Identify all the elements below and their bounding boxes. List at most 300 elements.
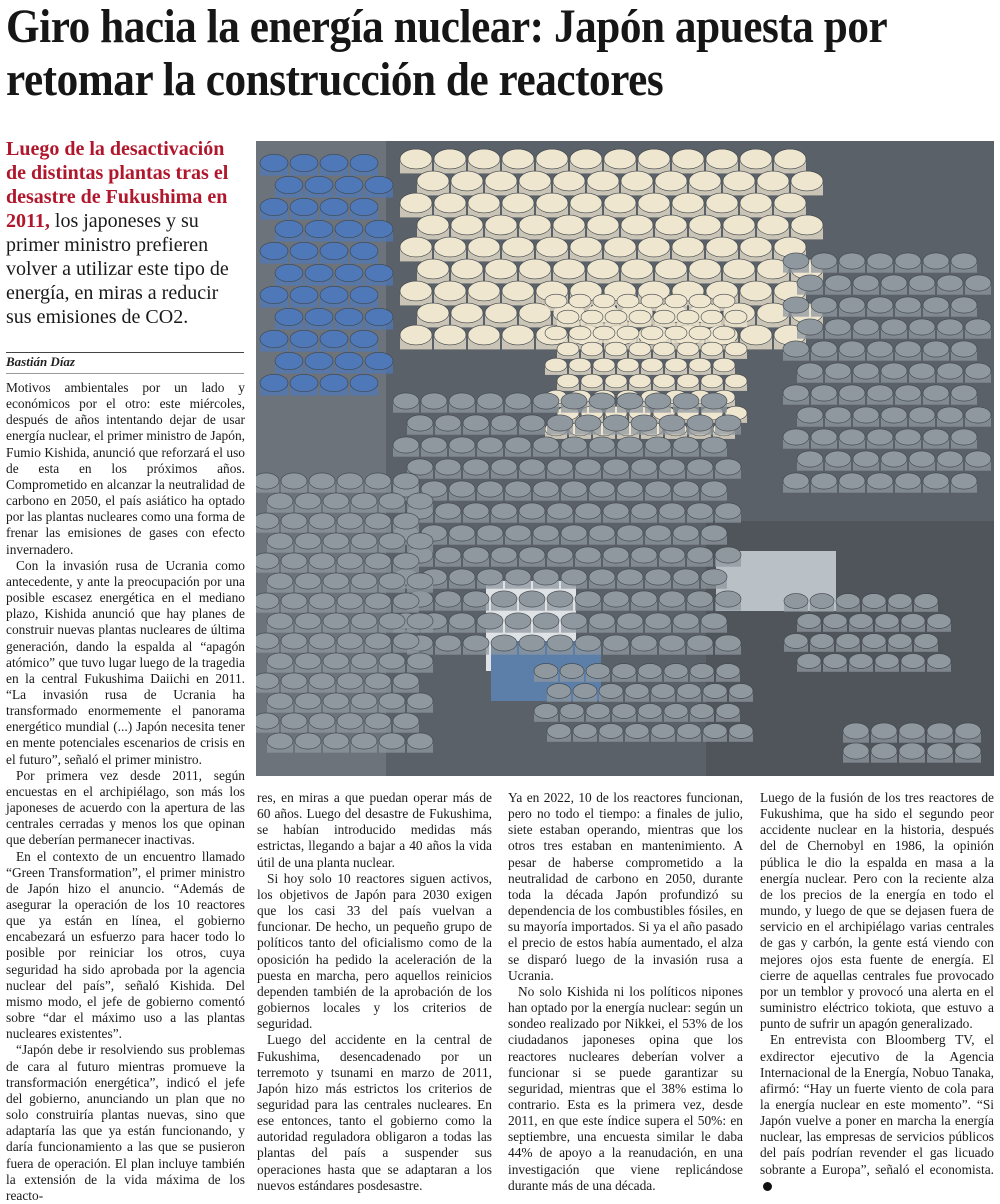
tank-top <box>267 533 293 549</box>
tank-top <box>641 294 663 308</box>
tank-top <box>690 664 714 679</box>
column-2 <box>257 790 492 1194</box>
tank-top <box>901 654 925 669</box>
tank-top <box>881 275 907 291</box>
tank-top <box>281 473 307 489</box>
paragraph <box>760 1032 994 1194</box>
tank-top <box>797 654 821 669</box>
tank-top <box>295 693 321 709</box>
tank-top <box>951 473 977 489</box>
tank-top <box>295 733 321 749</box>
tank-top <box>320 330 348 347</box>
tank-top <box>485 303 517 323</box>
tank-top <box>927 723 953 739</box>
tank-top <box>823 614 847 629</box>
tank-top <box>713 358 735 372</box>
tank-top <box>604 149 636 169</box>
tank-top <box>407 693 433 709</box>
tank-top <box>309 713 335 729</box>
tank-top <box>573 684 597 699</box>
tank-top <box>417 215 449 235</box>
tank-top <box>305 264 333 281</box>
tank-top <box>849 614 873 629</box>
tank-top <box>407 733 433 749</box>
tank-top <box>463 591 489 607</box>
tank-top <box>435 459 461 475</box>
tank-top <box>965 363 991 379</box>
tank-top <box>417 303 449 323</box>
tank-top <box>810 594 834 609</box>
tank-top <box>519 259 551 279</box>
tank-top <box>468 193 500 213</box>
tank-top <box>895 473 921 489</box>
tank-top <box>557 310 579 324</box>
tank-top <box>774 193 806 213</box>
tank-top <box>400 325 432 345</box>
tank-top <box>797 275 823 291</box>
tank-top <box>365 633 391 649</box>
tank-top <box>393 713 419 729</box>
tank-top <box>701 569 727 585</box>
tank-top <box>701 437 727 453</box>
tank-top <box>672 193 704 213</box>
tank-top <box>553 259 585 279</box>
tank-top <box>673 525 699 541</box>
paragraph: Luego del accidente en la central de Fukushima, desencadenado por un terremoto y tsunami en marzo de 2011, Japón hizo más estrictos los criterios de seguridad para las centrales nucleares. En ese entonces, tanto el gobierno como la autoridad reguladora obligaron a todas las plantas del país a suspender sus operaciones hasta que se adaptaran a los nuevos estándares posdesastre. <box>257 1032 492 1193</box>
paragraph: “Japón debe ir resolviendo sus problemas de cara al futuro mientras promueve la transformación energética”, indicó el jefe del gobierno, anunciando un plan que no solo construiría plantas nuevas, sino que adaptaría las que ya están funcionando, y daría funcionamiento a las que se pusieron fuera de operación. El plan incluye también la extensión de la vida máxima de los reacto- <box>6 1042 245 1203</box>
tank-top <box>641 326 663 340</box>
tank-top <box>589 569 615 585</box>
tank-top <box>569 294 591 308</box>
tank-top <box>468 149 500 169</box>
tank-top <box>923 253 949 269</box>
tank-top <box>927 654 951 669</box>
tank-top <box>689 259 721 279</box>
tank-top <box>811 429 837 445</box>
tank-top <box>797 451 823 467</box>
tank-top <box>651 684 675 699</box>
tank-top <box>275 264 303 281</box>
tank-top <box>477 569 503 585</box>
tank-top <box>561 481 587 497</box>
tank-top <box>716 664 740 679</box>
tank-top <box>519 503 545 519</box>
tank-top <box>505 437 531 453</box>
tank-top <box>350 286 378 303</box>
tank-top <box>689 326 711 340</box>
tank-top <box>617 294 639 308</box>
tank-top <box>561 437 587 453</box>
tank-top <box>895 253 921 269</box>
tank-top <box>888 594 912 609</box>
tank-top <box>965 407 991 423</box>
tank-top <box>783 429 809 445</box>
tank-top <box>449 393 475 409</box>
tank-top <box>400 193 432 213</box>
tank-top <box>485 259 517 279</box>
tank-top <box>899 743 925 759</box>
tank-top <box>337 513 363 529</box>
tank-top <box>715 459 741 475</box>
tank-top <box>505 481 531 497</box>
tank-top <box>417 259 449 279</box>
tank-top <box>783 341 809 357</box>
tank-top <box>267 493 293 509</box>
tank-top <box>673 393 699 409</box>
tank-top <box>690 704 714 719</box>
tank-top <box>393 513 419 529</box>
tank-top <box>295 653 321 669</box>
tank-top <box>575 415 601 431</box>
tank-top <box>335 176 363 193</box>
paragraph-text: En entrevista con Bloomberg TV, el exdirector ejecutivo de la Agencia Internacional de la Energía, Nobuo Tanaka, afirmó: “Hay un fuerte viento de cola para la energía nuclear en este momento”. “Si Japón vuelve a poner en marcha la energía nuclear, las empresas de servicios públicos del país podrían revender el gas licuado sobrante a Europa”, señaló el economista. <box>760 1032 994 1177</box>
tank-top <box>631 547 657 563</box>
tank-top <box>320 286 348 303</box>
tank-top <box>701 481 727 497</box>
tank-top <box>335 264 363 281</box>
tank-top <box>703 724 727 739</box>
tank-top <box>617 393 643 409</box>
tank-top <box>797 363 823 379</box>
tank-top <box>645 393 671 409</box>
tank-top <box>638 149 670 169</box>
tank-top <box>955 743 981 759</box>
tank-top <box>505 393 531 409</box>
tank-top <box>351 573 377 589</box>
tank-top <box>290 374 318 391</box>
tank-top <box>867 297 893 313</box>
tank-top <box>625 684 649 699</box>
tank-top <box>797 614 821 629</box>
tank-top <box>534 704 558 719</box>
tank-top <box>575 635 601 651</box>
tank-top <box>687 503 713 519</box>
tank-top <box>612 664 636 679</box>
tank-top <box>825 451 851 467</box>
tank-top <box>519 171 551 191</box>
tank-top <box>365 352 393 369</box>
tank-top <box>260 330 288 347</box>
tank-top <box>914 634 938 649</box>
tank-top <box>434 149 466 169</box>
tank-top <box>449 569 475 585</box>
tank-top <box>407 613 433 629</box>
tank-top <box>320 242 348 259</box>
tank-top <box>673 569 699 585</box>
tank-top <box>617 613 643 629</box>
tank-top <box>260 198 288 215</box>
tank-top <box>434 281 466 301</box>
tank-top <box>379 693 405 709</box>
tank-top <box>687 459 713 475</box>
tank-top <box>599 684 623 699</box>
tank-top <box>655 171 687 191</box>
tank-top <box>701 393 727 409</box>
tank-top <box>351 653 377 669</box>
tank-top <box>337 673 363 689</box>
tank-top <box>867 385 893 401</box>
tank-top <box>463 635 489 651</box>
tank-top <box>638 664 662 679</box>
tank-top <box>923 341 949 357</box>
tank-top <box>909 363 935 379</box>
tank-top <box>937 363 963 379</box>
tank-top <box>337 553 363 569</box>
tank-top <box>553 215 585 235</box>
tank-top <box>351 733 377 749</box>
tank-top <box>561 569 587 585</box>
tank-top <box>290 330 318 347</box>
tank-top <box>393 473 419 489</box>
tank-top <box>533 569 559 585</box>
tank-top <box>477 437 503 453</box>
tank-top <box>825 407 851 423</box>
tank-top <box>569 358 591 372</box>
tank-top <box>706 237 738 257</box>
tank-top <box>665 326 687 340</box>
tank-top <box>502 281 534 301</box>
tank-top <box>740 149 772 169</box>
tank-top <box>365 513 391 529</box>
tank-top <box>659 635 685 651</box>
tank-top <box>664 704 688 719</box>
tank-top <box>605 374 627 388</box>
tank-top <box>625 724 649 739</box>
tank-top <box>267 653 293 669</box>
tank-top <box>435 415 461 431</box>
tank-top <box>783 385 809 401</box>
tank-top <box>687 415 713 431</box>
tank-top <box>547 591 573 607</box>
tank-top <box>631 503 657 519</box>
tank-top <box>305 176 333 193</box>
tank-top <box>570 149 602 169</box>
tank-top <box>853 451 879 467</box>
tank-top <box>653 310 675 324</box>
tank-top <box>365 473 391 489</box>
tank-top <box>519 591 545 607</box>
tank-top <box>573 724 597 739</box>
tank-top <box>677 374 699 388</box>
tank-top <box>617 358 639 372</box>
tank-top <box>519 459 545 475</box>
tank-top <box>783 297 809 313</box>
tank-top <box>502 237 534 257</box>
tank-top <box>365 673 391 689</box>
tank-top <box>547 459 573 475</box>
paragraph: Por primera vez desde 2011, según encuestas en el archipiélago, son más los japoneses de acuerdo con la apertura de las centrales cerradas y menos los que opinan que deberían permanecer inactivas. <box>6 767 245 848</box>
tank-top <box>589 481 615 497</box>
tank-top <box>839 253 865 269</box>
tank-top <box>836 634 860 649</box>
tank-top <box>337 633 363 649</box>
tank-top <box>379 733 405 749</box>
tank-top <box>617 481 643 497</box>
tank-top <box>505 569 531 585</box>
tank-top <box>260 374 288 391</box>
tank-top <box>351 613 377 629</box>
tank-top <box>485 171 517 191</box>
tank-top <box>951 341 977 357</box>
tank-top <box>295 613 321 629</box>
tank-top <box>379 493 405 509</box>
tank-top <box>491 591 517 607</box>
tank-top <box>477 393 503 409</box>
tank-top <box>350 154 378 171</box>
tank-top <box>533 481 559 497</box>
tank-top <box>839 473 865 489</box>
headline: Giro hacia la energía nuclear: Japón apuesta por retomar la construcción de reactores <box>6 0 887 106</box>
tank-top <box>631 591 657 607</box>
tank-top <box>867 429 893 445</box>
tank-top <box>533 437 559 453</box>
tank-top <box>267 573 293 589</box>
tank-top <box>570 193 602 213</box>
tank-top <box>407 653 433 669</box>
tank-top <box>256 513 279 529</box>
tank-top <box>365 713 391 729</box>
tank-top <box>575 503 601 519</box>
tank-top <box>603 415 629 431</box>
tank-top <box>965 275 991 291</box>
tank-top <box>365 308 393 325</box>
tank-top <box>895 297 921 313</box>
tank-top <box>547 503 573 519</box>
tank-top <box>701 310 723 324</box>
paragraph: Luego de la fusión de los tres reactores de Fukushima, que ha sido el segundo peor accidente nuclear en la historia, después del de Chernobyl en 1986, la opinión pública le dio la espalda en masa a la energía nuclear. Pero con la reciente alza de los precios de la energía en todo el mundo, y luego de que se dejasen fuera de servicio en el archipiélago varias centrales de gas y carbón, la gente está viendo con mejores ojos esta fuente de energía. El cierre de aquellas centrales fue provocado por un temblor y provocó una alerta en el suministro eléctrico tokiota, que estuvo a punto de sufrir un apagón generalizado. <box>760 790 994 1032</box>
tank-top <box>645 569 671 585</box>
tank-top <box>421 393 447 409</box>
tank-top <box>435 547 461 563</box>
tank-top <box>519 215 551 235</box>
tank-top <box>927 743 953 759</box>
tank-top <box>839 341 865 357</box>
tank-top <box>593 294 615 308</box>
tank-top <box>290 154 318 171</box>
tank-top <box>687 547 713 563</box>
tank-top <box>449 613 475 629</box>
tank-top <box>725 310 747 324</box>
tank-top <box>811 473 837 489</box>
tank-top <box>586 704 610 719</box>
tank-top <box>617 326 639 340</box>
tank-top <box>547 415 573 431</box>
tank-top <box>351 533 377 549</box>
tank-top <box>629 342 651 356</box>
tank-top <box>881 451 907 467</box>
tank-top <box>839 385 865 401</box>
tank-top <box>435 503 461 519</box>
tank-top <box>365 593 391 609</box>
tank-top <box>843 723 869 739</box>
tank-top <box>485 215 517 235</box>
tank-top <box>659 547 685 563</box>
tank-top <box>631 459 657 475</box>
tank-top <box>393 673 419 689</box>
tank-top <box>379 613 405 629</box>
tank-top <box>553 171 585 191</box>
tank-top <box>260 154 288 171</box>
tank-top <box>545 358 567 372</box>
tank-top <box>569 326 591 340</box>
tank-top <box>875 654 899 669</box>
tank-top <box>505 613 531 629</box>
tank-top <box>547 724 571 739</box>
fukushima-tanks-photo <box>256 141 994 776</box>
tank-top <box>393 633 419 649</box>
tank-top <box>791 215 823 235</box>
tank-top <box>295 533 321 549</box>
tank-top <box>295 493 321 509</box>
tank-top <box>335 352 363 369</box>
tank-top <box>664 664 688 679</box>
tank-top <box>689 171 721 191</box>
tank-top <box>645 613 671 629</box>
tank-top <box>502 149 534 169</box>
tank-top <box>400 149 432 169</box>
tank-top <box>400 237 432 257</box>
tank-top <box>323 493 349 509</box>
tank-top <box>281 593 307 609</box>
tank-top <box>631 635 657 651</box>
tank-top <box>677 342 699 356</box>
tank-top <box>651 724 675 739</box>
tank-top <box>560 704 584 719</box>
tank-top <box>784 594 808 609</box>
tank-top <box>260 286 288 303</box>
tank-top <box>451 171 483 191</box>
tank-top <box>434 193 466 213</box>
tank-top <box>825 363 851 379</box>
tank-top <box>256 633 279 649</box>
tank-top <box>560 664 584 679</box>
tank-top <box>923 385 949 401</box>
tank-top <box>715 415 741 431</box>
tank-top <box>337 713 363 729</box>
tank-top <box>256 593 279 609</box>
tank-top <box>365 264 393 281</box>
tank-top <box>797 319 823 335</box>
tank-top <box>687 635 713 651</box>
tank-top <box>305 308 333 325</box>
tank-top <box>641 358 663 372</box>
tank-top <box>603 635 629 651</box>
tank-top <box>519 635 545 651</box>
tank-top <box>309 513 335 529</box>
tank-top <box>853 363 879 379</box>
tank-top <box>320 198 348 215</box>
tank-top <box>290 242 318 259</box>
tank-top <box>723 259 755 279</box>
tank-top <box>323 613 349 629</box>
tank-top <box>533 613 559 629</box>
tank-top <box>587 259 619 279</box>
tank-top <box>417 171 449 191</box>
tank-top <box>477 481 503 497</box>
tank-top <box>393 437 419 453</box>
tank-top <box>491 459 517 475</box>
tank-top <box>290 286 318 303</box>
tank-top <box>605 342 627 356</box>
tank-top <box>715 503 741 519</box>
tank-top <box>672 237 704 257</box>
paragraph: res, en miras a que puedan operar más de 60 años. Luego del desastre de Fukushima, se habían introducido medidas más estrictas, llegando a bajar a 40 años la vida útil de una planta nuclear. <box>257 790 492 870</box>
tank-top <box>937 407 963 423</box>
tank-top <box>621 259 653 279</box>
tank-top <box>290 198 318 215</box>
tank-top <box>589 437 615 453</box>
tank-top <box>853 319 879 335</box>
